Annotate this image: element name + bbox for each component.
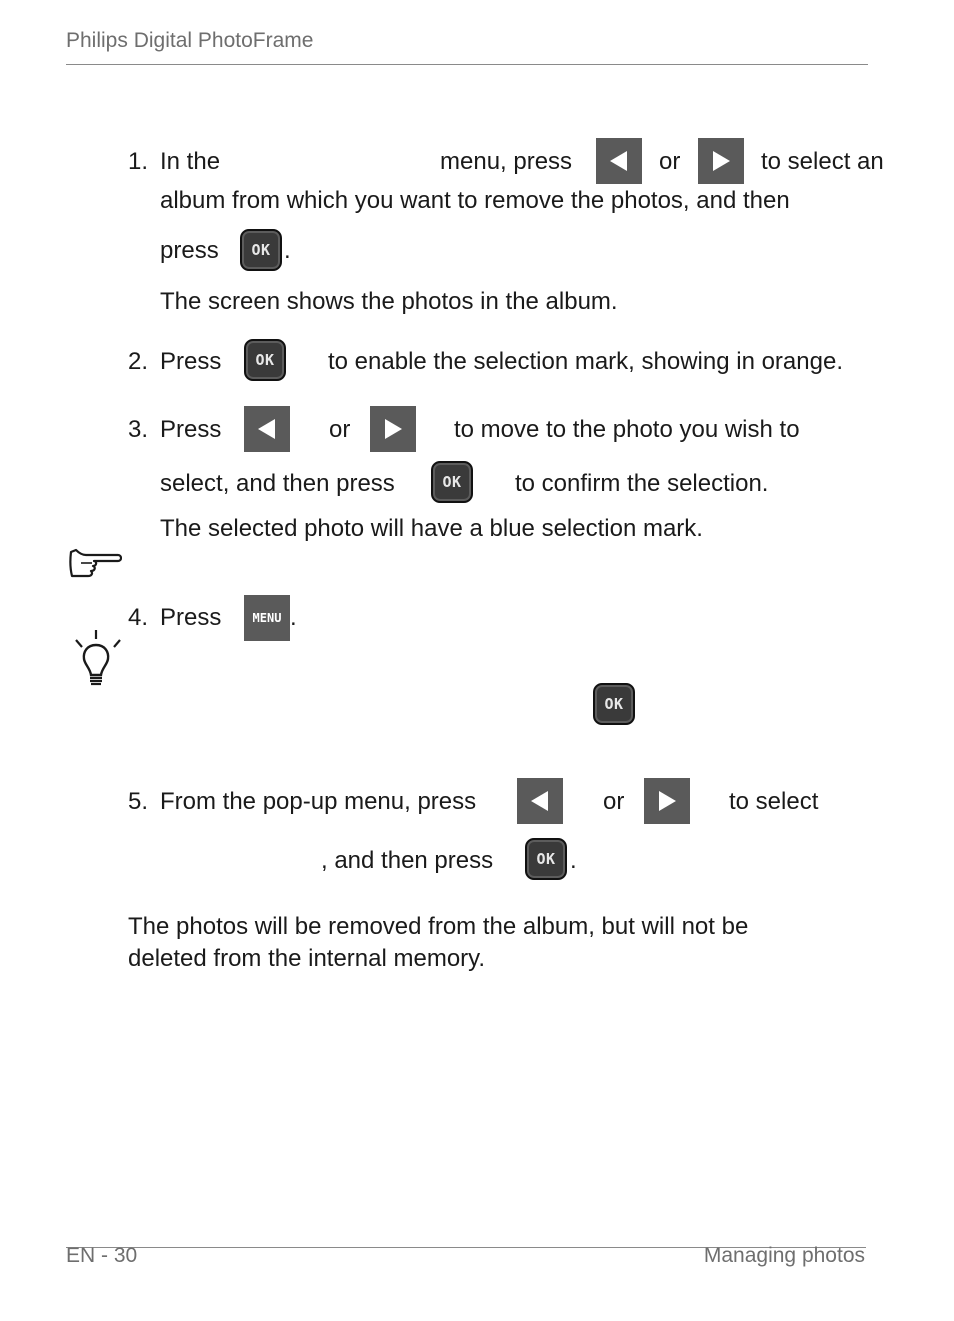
step-3-result: The selected photo will have a blue selection mark. [160, 515, 703, 542]
step-1-text-c: to select an [761, 148, 884, 175]
step-1-result: The screen shows the photos in the album. [160, 288, 618, 315]
ok-button-icon: OK [593, 683, 635, 725]
step-1-text-a: In the [160, 148, 221, 175]
ok-button-icon: OK [240, 229, 282, 271]
step-3-or: or [329, 416, 351, 443]
step-3-text-a: to move to the photo you wish to [454, 416, 800, 443]
step-4-press: Press [160, 604, 222, 631]
right-arrow-icon [644, 778, 690, 824]
ok-button-icon: OK [244, 339, 286, 381]
right-arrow-icon [370, 406, 416, 452]
step-1-text-b: menu, press [440, 148, 573, 175]
header-title: Philips Digital PhotoFrame [66, 29, 314, 52]
header-divider [66, 64, 868, 65]
step-1-press: press [160, 237, 219, 264]
step-4-period: . [290, 604, 297, 631]
step-2-press: Press [160, 348, 222, 375]
step-5-text-b: to select [729, 788, 819, 815]
right-arrow-icon [698, 138, 744, 184]
left-arrow-icon [596, 138, 642, 184]
ok-button-icon: OK [525, 838, 567, 880]
closing-line-1: The photos will be removed from the album, but will not be [128, 913, 749, 940]
step-2-text: to enable the selection mark, showing in orange. [328, 348, 843, 375]
step-5-number: 5. [128, 788, 149, 815]
step-5-text-c: , and then press [321, 847, 494, 874]
step-1-number: 1. [128, 148, 149, 175]
menu-button-icon: MENU [244, 595, 290, 641]
step-5-text-a: From the pop-up menu, press [160, 788, 477, 815]
left-arrow-icon [517, 778, 563, 824]
step-1-or: or [659, 148, 681, 175]
step-1-period: . [284, 237, 291, 264]
step-3-number: 3. [128, 416, 149, 443]
step-4-number: 4. [128, 604, 149, 631]
footer-section-title: Managing photos [703, 1244, 865, 1267]
step-5-period: . [570, 847, 577, 874]
lightbulb-icon [74, 628, 122, 688]
step-3-text-b: select, and then press [160, 470, 395, 497]
step-1-line-2: album from which you want to remove the photos, and then [160, 187, 790, 214]
step-3-press: Press [160, 416, 222, 443]
pointing-hand-icon [68, 546, 122, 580]
step-5-or: or [603, 788, 625, 815]
step-3-text-c: to confirm the selection. [515, 470, 769, 497]
left-arrow-icon [244, 406, 290, 452]
ok-button-icon: OK [431, 461, 473, 503]
footer-page-number: EN - 30 [66, 1244, 138, 1267]
step-2-number: 2. [128, 348, 149, 375]
closing-line-2: deleted from the internal memory. [128, 945, 486, 972]
